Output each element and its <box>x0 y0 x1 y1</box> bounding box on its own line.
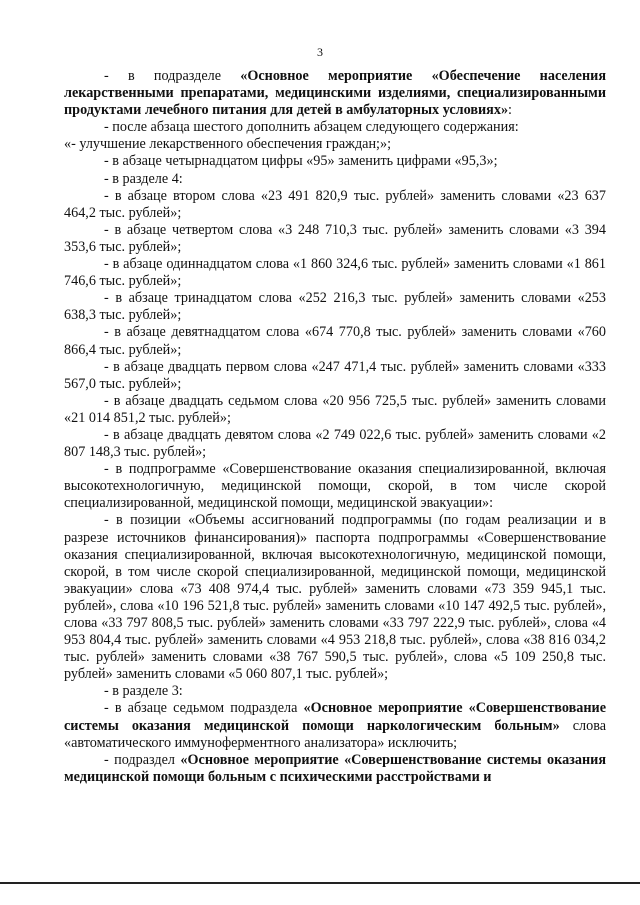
text-run: - в абзаце втором слова «23 491 820,9 тыс. рублей» заменить словами «23 637 464,2 тыс. рублей»; <box>64 187 606 221</box>
page-bottom-rule <box>0 882 640 884</box>
paragraph <box>64 119 606 136</box>
paragraph <box>64 427 606 461</box>
text-run: - в абзаце одиннадцатом слова «1 860 324,6 тыс. рублей» заменить словами «1 861 746,6 тыс. рублей»; <box>64 256 606 290</box>
text-run: - в абзаце девятнадцатом слова «674 770,8 тыс. рублей» заменить словами «760 866,4 тыс. рублей»; <box>64 324 606 358</box>
paragraph <box>64 393 606 427</box>
paragraph <box>64 683 606 700</box>
text-run: - в абзаце четырнадцатом цифры «95» заменить цифрами «95,3»; <box>104 153 498 170</box>
text-run: - подраздел <box>104 751 181 768</box>
text-run: - в абзаце двадцать девятом слова «2 749 022,6 тыс. рублей» заменить словами «2 807 148,3 тыс. рублей»; <box>64 426 606 461</box>
text-run: «- улучшение лекарственного обеспечения граждан;»; <box>64 136 392 153</box>
document-body <box>64 68 606 786</box>
text-run: - в абзаце седьмом подраздела <box>104 700 304 717</box>
bold-text-run: «Основное мероприятие «Совершенствование системы оказания медицинской помощи наркологическим больным» <box>64 700 606 734</box>
paragraph <box>64 700 606 751</box>
text-run: - в подпрограмме «Совершенствование оказания специализированной, включая высокотехнологичную, медицинской помощи, скорой, в том числе скорой специализированной, медицинской помощи, медицинской эвакуации»: <box>64 461 606 512</box>
paragraph <box>64 461 606 512</box>
paragraph <box>64 752 606 786</box>
paragraph <box>64 359 606 393</box>
text-run: - в разделе 4: <box>104 170 183 187</box>
paragraph <box>64 324 606 358</box>
paragraph <box>64 256 606 290</box>
text-run: - в позиции «Объемы ассигнований подпрограммы (по годам реализации и в разрезе источников финансирования)» паспорта подпрограммы «Совершенствование оказания специализированной, включая высокотехнологичную, медицинской помощи, скорой, в том числе скорой специализированной, медицинской помощи, медицинской эвакуации» слова «73 408 974,4 тыс. рублей» заменить словами «73 359 945,1 тыс. рублей», слова «10 196 521,8 тыс. рублей» заменить словами «10 147 492,5 тыс. рублей», слова «33 797 808,5 тыс. рублей» заменить словами «33 797 222,9 тыс. рублей», слова «4 953 804,4 тыс. рублей» заменить словами «4 953 218,8 тыс. рублей», слова «38 816 034,2 тыс. рублей» заменить словами «38 767 590,5 тыс. рублей», слова «5 109 250,8 тыс. рублей» заменить словами «5 060 807,1 тыс. рублей»; <box>64 512 606 683</box>
paragraph <box>64 512 606 683</box>
paragraph <box>64 68 606 119</box>
paragraph <box>64 136 606 153</box>
paragraph <box>64 188 606 222</box>
text-run: - в абзаце тринадцатом слова «252 216,3 тыс. рублей» заменить словами «253 638,3 тыс. рублей»; <box>64 290 606 324</box>
paragraph <box>64 222 606 256</box>
paragraph <box>64 290 606 324</box>
text-run: - в абзаце четвертом слова «3 248 710,3 тыс. рублей» заменить словами «3 394 353,6 тыс. рублей»; <box>64 221 606 255</box>
text-run: слова «автоматического иммуноферментного анализатора» исключить; <box>64 717 607 751</box>
bold-text-run: «Основное мероприятие «Обеспечение населения лекарственными препаратами, медицинскими изделиями, специализированными продуктами лечебного питания для детей в амбулаторных условиях» <box>64 68 606 119</box>
text-run: - в абзаце двадцать первом слова «247 471,4 тыс. рублей» заменить словами «333 567,0 тыс. рублей»; <box>64 358 606 392</box>
text-run: - в абзаце двадцать седьмом слова «20 956 725,5 тыс. рублей» заменить словами «21 014 851,2 тыс. рублей»; <box>64 392 606 426</box>
page-number: 3 <box>317 45 323 59</box>
text-run: - в разделе 3: <box>104 683 183 700</box>
text-run: : <box>508 102 512 119</box>
bold-text-run: «Основное мероприятие «Совершенствование системы оказания медицинской помощи больным с психическими расстройствами и <box>64 751 606 785</box>
paragraph <box>64 153 606 170</box>
text-run: - после абзаца шестого дополнить абзацем следующего содержания: <box>104 119 519 136</box>
paragraph <box>64 171 606 188</box>
text-run: - в подразделе <box>104 68 241 84</box>
